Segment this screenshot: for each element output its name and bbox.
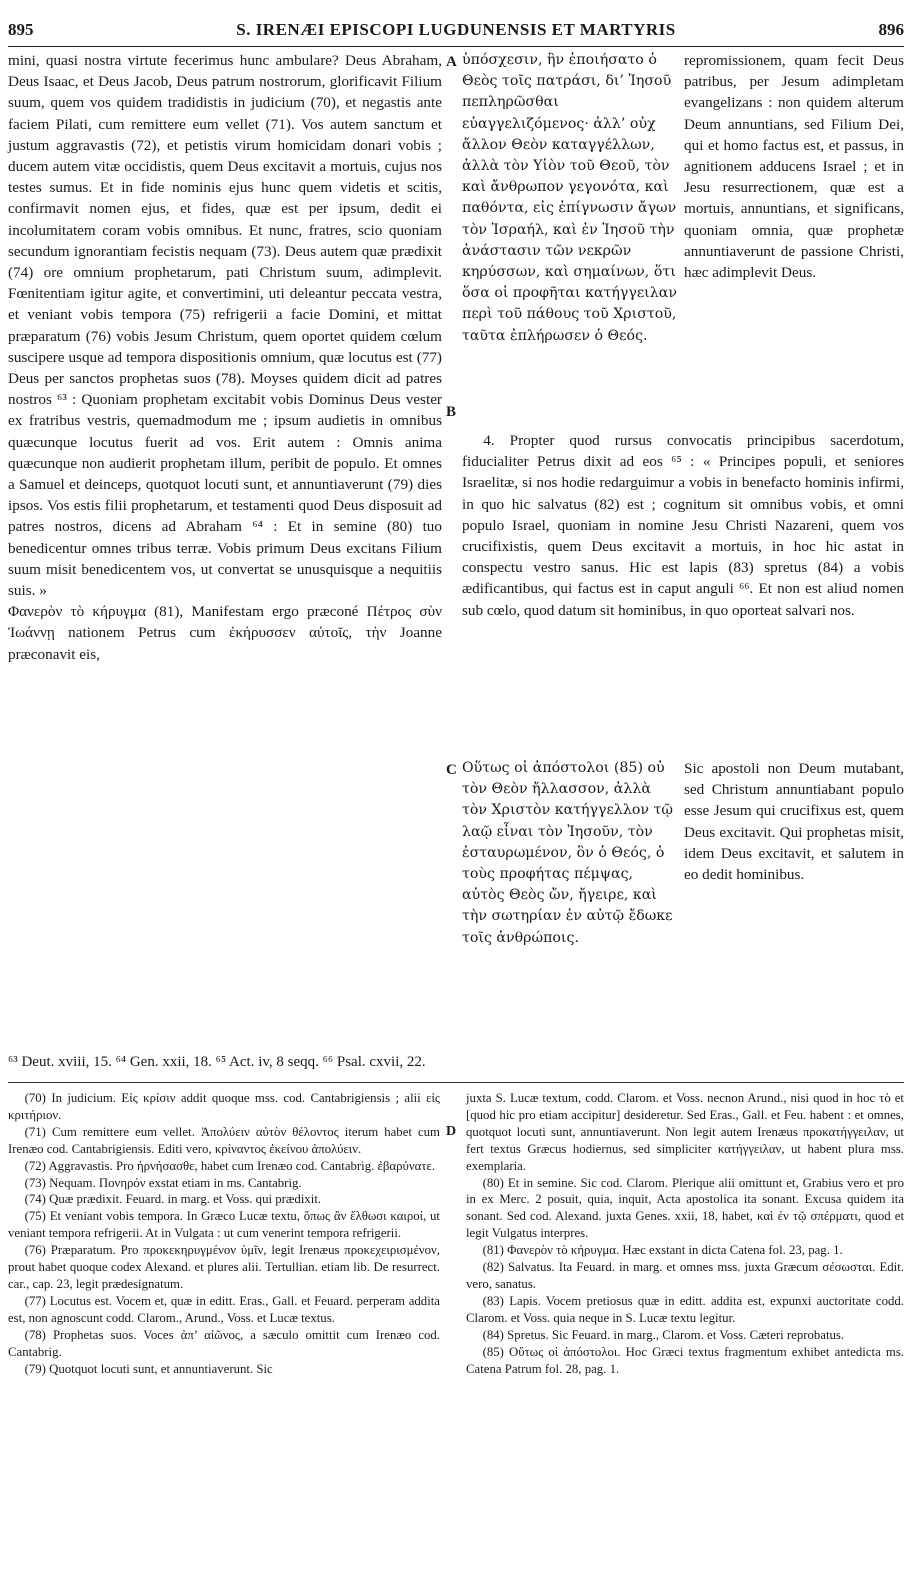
scripture-references: ⁶³ Deut. xviii, 15. ⁶⁴ Gen. xxii, 18. ⁶⁵ Act. iv, 8 seqq. ⁶⁶ Psal. cxvii, 22.	[8, 1054, 426, 1070]
page-number-right: 896	[878, 20, 904, 39]
footnote-rule	[8, 1082, 904, 1083]
header-rule	[8, 46, 904, 47]
footnote: (75) Et veniant vobis tempora. In Græco Lucæ textu, ὅπως ἂν ἔλθωσι καιροί, ut veniant tempora refrigerii. At in Vulgata : ut cum venerint tempora refrigerii.	[8, 1209, 440, 1241]
marker-b: B	[446, 404, 457, 420]
footnote: (82) Salvatus. Ita Feuard. in marg. et omnes mss. juxta Græcum σέσωσται. Edit. vero, sanatus.	[466, 1260, 904, 1291]
marker-a: A	[446, 54, 457, 70]
footnote: (76) Præparatum. Pro προκεκηρυγμένον ὑμῖν, legit Irenæus προκεχειρισμένον, prout habet quoque codex Alexand. et plures alii. Tertullian. etiam lib. De resurrect. car., cap. 23, legit prædesignatum.	[8, 1243, 440, 1291]
latin-column-bottom-right: Sic apostoli non Deum mutabant, sed Christum annuntiabant populo esse Jesum qui crucifixus est, quem Deus excitavit. Qui prophetas misit, idem Deus excitavit, et salutem in eo dedit hominibus.	[684, 760, 904, 884]
footnote: (80) Et in semine. Sic cod. Clarom. Plerique alii omittunt et, Grabius vero et pro in ex Merc. 2 posuit, quia, inquit, Acta apostolica ita sonant. Excusa quidem ita sonant. Sed cod. Alexand. juxta Genes. xxii, 18, habet, καὶ ἐν τῷ σπέρματι, quod et legit Vulgatus interpres.	[466, 1175, 904, 1241]
greek-column-bottom: Οὕτως οἱ ἀπόστολοι (85) οὐ τὸν Θεὸν ἤλλασσον, ἀλλὰ τὸν Χριστὸν κατήγγελλον τῷ λαῷ εἶναι τὸν Ἰησοῦν, τὸν ἐσταυρωμένον, ὃν ὁ Θεός, ὁ τοὺς προφήτας πέμψας, αὐτὸς Θεὸς ὤν, ἤγειρε, καὶ τὴν σωτηρίαν ἐν αὐτῷ ἔδωκε τοῖς ἀνθρώποις.	[462, 760, 673, 946]
page-number-left: 895	[8, 20, 34, 39]
footnote: (77) Locutus est. Vocem et, quæ in editt. Eras., Gall. et Feuard. perperam addita est, non agnoscunt codd. Clarom., Arund., Voss. et Lucæ textus.	[8, 1293, 440, 1325]
marker-c: C	[446, 762, 457, 778]
footnote: (83) Lapis. Vocem pretiosus quæ in editt. addita est, expunxi auctoritate codd. Clarom. et Voss. quia neque in S. Lucæ textu legitur.	[466, 1293, 904, 1325]
footnote: (85) Οὕτως οἱ ἀπόστολοι. Hoc Græci textus fragmentum exhibet antedicta ms. Catena Patrum fol. 28, pag. 1.	[466, 1344, 904, 1376]
latin-column-top-right: repromissionem, quam fecit Deus patribus, per Jesum adimpletam evangelizans : non quidem alterum Deum annuntians, sed Filium Dei, qui et homo factus est, et passus, in agnitionem adducens Israel ; et in Jesu resurrectionem, quæ est a mortuis, annuntians, et significans, quoniam omnia, quæ prophetæ annuntiaverunt de passione Christi, hæc adimplevit Deus.	[684, 52, 904, 282]
footnote: (74) Quæ prædixit. Feuard. in marg. et Voss. qui prædixit.	[24, 1192, 322, 1207]
section-4-paragraph: 4. Propter quod rursus convocatis principibus sacerdotum, fiducialiter Petrus dixit ad eos ⁶⁵ : « Principes populi, et seniores Israelitæ, si nos hodie redarguimur a vobis in benefacto hominis infirmi, in quo hic salvatus (82) est ; cognitum sit omnibus vobis, et omni populo Israel, quoniam in nomine Jesu Christi Nazareni, quem vos crucifixistis, quem Deus excitavit a mortuis, in hoc hic astat in conspectu vestro sanus. Hic est lapis (83) spretus (84) a vobis ædificantibus, qui factus est in caput anguli ⁶⁶. Et non est aliud nomen sub cœlo, quod datum sit hominibus, in quo oporteat salvari nos.	[462, 432, 904, 619]
footnotes-left	[8, 1090, 440, 1576]
right-paragraph	[462, 430, 904, 756]
footnote-continued: juxta S. Lucæ textum, codd. Clarom. et Voss. necnon Arund., nisi quod in hoc τὸ et [quod hic pro etiam accipitur] desideretur. Sed Eras., Gall. et Feu. habent : et omnes, quotquot locuti sunt, annuntiaverunt. Non legit autem Irenæus προκατήγγειλαν, ut fert textus Græcus hodiernus, sed simpliciter κατήγγειλαν, ut habent plura mss. exemplaria.	[466, 1091, 904, 1173]
latin-greek-mixed-line: Φανερὸν τὸ κήρυγμα (81), Manifestam ergo præconé Πέτρος σὺν Ἰωάννῃ nationem Petrus cum ἐκήρυσσεν αὐτοῖς, τὴν Joanne præconavit eis,	[8, 603, 442, 663]
marker-d: D	[446, 1124, 457, 1139]
latin-column-left	[8, 50, 442, 1050]
footnote: (84) Spretus. Sic Feuard. in marg., Clarom. et Voss. Cæteri reprobatus.	[482, 1327, 845, 1342]
footnote: (79) Quotquot locuti sunt, et annuntiaverunt. Sic	[24, 1361, 273, 1376]
footnote: (70) In judicium. Εἰς κρίσιν addit quoque mss. cod. Cantabrigiensis ; alii εἰς κριτήριον.	[8, 1091, 440, 1122]
running-title: S. IRENÆI EPISCOPI LUGDUNENSIS ET MARTYRIS	[236, 20, 676, 39]
footnote: (78) Prophetas suos. Voces ἀπ’ αἰῶνος, a sæculo omittit cum Irenæo cod. Cantabrig.	[8, 1327, 440, 1359]
footnote: (71) Cum remittere eum vellet. Ἀπολύειν αὐτὸν θέλοντος iterum habet cum Irenæo cod. Cantabrigiensis. Editi vero, κρίναντος ἐκείνου ἀπολύειν.	[8, 1124, 440, 1156]
footnote: (81) Φανερὸν τὸ κήρυγμα. Hæc exstant in dicta Catena fol. 23, pag. 1.	[482, 1243, 843, 1258]
greek-column-top: ὑπόσχεσιν, ἣν ἐποιήσατο ὁ Θεὸς τοῖς πατράσι, δι’ Ἰησοῦ πεπληρῶσθαι εὐαγγελιζόμενος· ἀλλ’ οὐχ ἄλλον Θεὸν καταγγέλλων, ἀλλὰ τὸν Υἱὸν τοῦ Θεοῦ, τὸν καὶ ἄνθρωπον γεγονότα, καὶ παθόντα, εἰς ἐπίγνωσιν ἄγων τὸν Ἰσραήλ, καὶ ἐν Ἰησοῦ τὴν ἀνάστασιν τῶν νεκρῶν κηρύσσων, καὶ σημαίνων, ὅτι ὅσα οἱ προφῆται κατήγγειλαν περὶ τοῦ πάθους τοῦ Χριστοῦ, ταῦτα ἐπλήρωσεν ὁ Θεός.	[462, 52, 677, 344]
footnote: (72) Aggravastis. Pro ἠρνήσασθε, habet cum Irenæo cod. Cantabrig. ἐβαρύνατε.	[24, 1158, 436, 1173]
running-header	[8, 20, 904, 44]
footnotes-right	[466, 1090, 904, 1576]
footnote: (73) Nequam. Πονηρόν exstat etiam in ms. Cantabrig.	[24, 1175, 302, 1190]
latin-paragraph: mini, quasi nostra virtute fecerimus hunc ambulare? Deus Abraham, Deus Isaac, et Deus Jacob, Deus patrum nostrorum, glorificavit Filium suum, quem vos quidem tradidistis in judicium (70), et negastis ante faciem Pilati, cum remittere eum vellet (71). Vos autem sanctum et justum aggravastis (72), et petistis virum homicidam donari vobis ; ducem autem vitæ occidistis, quem Deus excitavit a mortuis, cujus nos testes sumus. Et in fide nominis ejus hunc quem videtis et scitis, confirmavit nomen ejus, et fides, quæ est per ipsum, dedit ei incolumitatem coram vobis omnibus. Et nunc, fratres, scio quoniam secundum ignorantiam fecistis nequam (73). Deus autem quæ prædixit (74) ore omnium prophetarum, pati Christum suum, adimplevit. Fœnitentiam igitur agite, et convertimini, uti deleantur peccata vestra, et veniant vobis tempora (75) refrigerii a facie Domini, et mittat præparatum (76) vobis Jesum Christum, quem oportet quidem cœlum suscipere usque ad tempora dispositionis omnium, quæ locutus est (77) Deus per sanctos prophetas suos (78). Moyses quidem dicit ad patres nostros ⁶³ : Quoniam prophetam excitabit vobis Dominus Deus vester ex fratribus vestris, quemadmodum me ; ipsum audietis in omnibus quæcunque locutus fuerit ad vos. Erit autem : Omnis anima quæcunque non audierit prophetam illum, peribit de populo. Et omnes a Samuel et deinceps, quotquot locuti sunt, et annuntiaverunt (79) dies ipsos. Vos estis filii prophetarum, et testamenti quod Deus disposuit ad patres nostros, dicens ad Abraham ⁶⁴ : Et in semine (80) tuo benedicentur omnes tribus terræ. Vobis primum Deus excitans Filium suum misit benedicentem vos, ut convertat se unusquisque a nequitiis suis. »	[8, 52, 442, 600]
